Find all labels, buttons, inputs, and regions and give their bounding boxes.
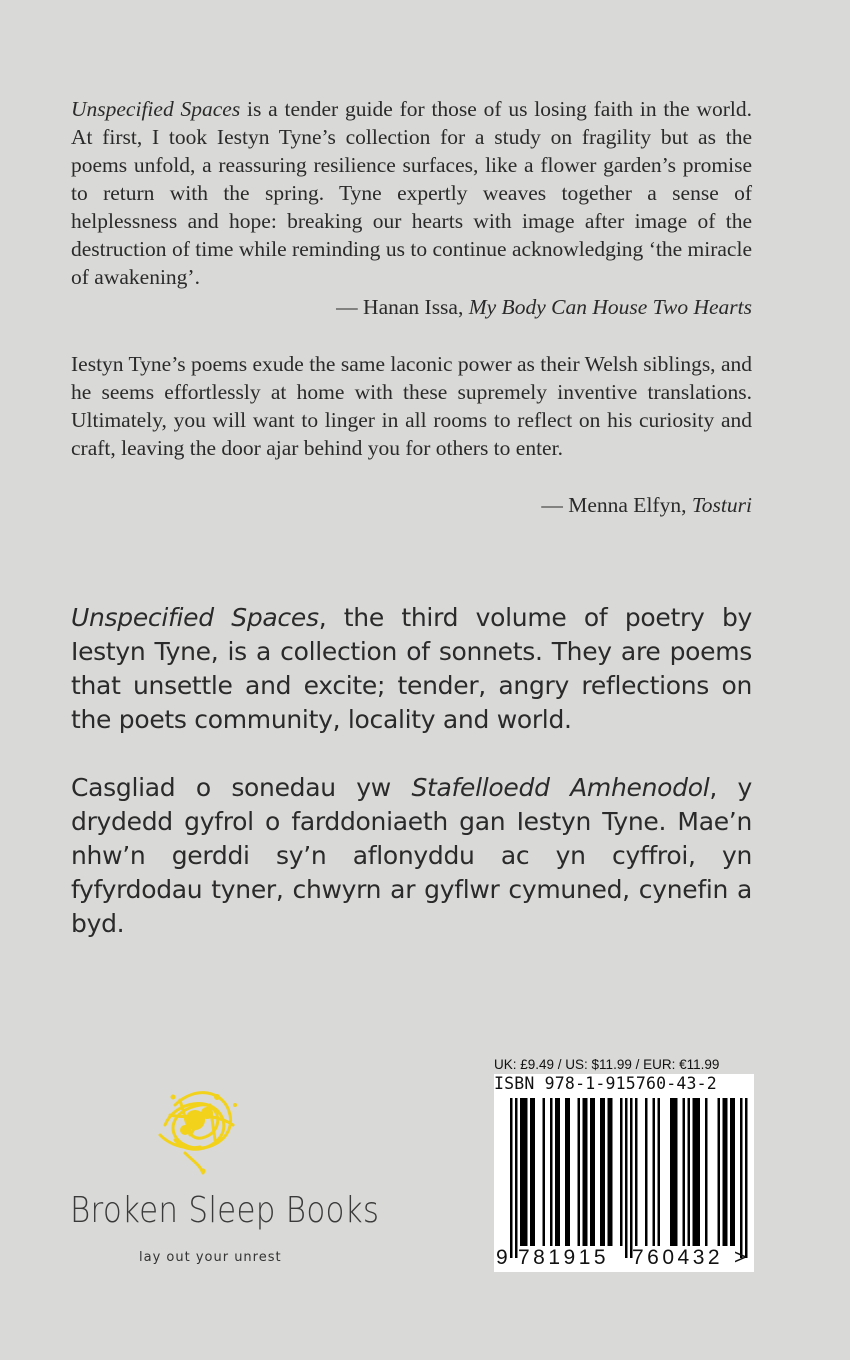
barcode-bar bbox=[610, 1098, 613, 1246]
barcode-bar bbox=[620, 1098, 623, 1246]
barcode-bar bbox=[705, 1098, 708, 1246]
barcode-bar bbox=[733, 1098, 736, 1246]
description-text: Casgliad o sonedau yw Stafelloedd Amhenodol, y drydedd gyfrol o farddoniaeth gan Iestyn Tyne. Mae’n nhw’n gerddi sy’n aflonyddu ac yn cyffroi, yn fyfyrdodau tyner, chwyrn ar gyflwr cymuned, cynefin a byd. bbox=[71, 773, 752, 938]
barcode-bar bbox=[543, 1098, 546, 1246]
barcode-bar bbox=[723, 1098, 726, 1246]
barcode-bar bbox=[673, 1098, 676, 1246]
isbn-quiet-zone-marker: > bbox=[734, 1246, 747, 1269]
barcode-bar bbox=[510, 1098, 513, 1258]
barcode-bar bbox=[675, 1098, 678, 1246]
isbn-digit-group-1: 781915 bbox=[518, 1246, 610, 1269]
barcode-bar bbox=[695, 1098, 698, 1246]
barcode-bar bbox=[590, 1098, 593, 1246]
barcode-bar bbox=[530, 1098, 533, 1246]
barcode-bar bbox=[625, 1098, 628, 1258]
barcode-bar bbox=[600, 1098, 603, 1246]
attribution-work: My Body Can House Two Hearts bbox=[468, 295, 752, 319]
barcode-bar bbox=[568, 1098, 571, 1246]
isbn-barcode bbox=[494, 1074, 754, 1272]
barcode-bar bbox=[555, 1098, 558, 1246]
publisher-tagline: lay out your unrest bbox=[139, 1250, 282, 1265]
barcode-bar bbox=[745, 1098, 748, 1258]
barcode-bar bbox=[515, 1098, 518, 1258]
barcode-bar bbox=[718, 1098, 721, 1246]
isbn-digit-group-2: 760432 bbox=[632, 1246, 724, 1269]
price-label: UK: £9.49 / US: $11.99 / EUR: €11.99 bbox=[494, 1057, 720, 1072]
description-text: Unspecified Spaces, the third volume of poetry by Iestyn Tyne, is a collection of sonnets. They are poems that unsettle and excite; tender, angry reflections on the poets community, locality and world. bbox=[71, 603, 753, 734]
barcode-bar bbox=[635, 1098, 638, 1246]
barcode-bar bbox=[740, 1098, 743, 1258]
barcode-bar bbox=[630, 1098, 633, 1258]
barcode-bar bbox=[698, 1098, 701, 1246]
yellow-scribble-logo bbox=[145, 1075, 255, 1175]
review-text: Unspecified Spaces is a tender guide for those of us losing faith in the world. At first, I took Iestyn Tyne’s collection for a study on fragility but as the poems unfold, a reassuring resilience surfaces, like a flower garden’s promise to return with the spring. Tyne expertly weaves together a sense of helplessness and hope: breaking our hearts with image after image of the destruction of time while reminding us to continue acknowledging ‘the miracle of awakening’. bbox=[71, 97, 752, 289]
barcode-bar bbox=[658, 1098, 661, 1246]
isbn-digit-prefix: 9 bbox=[496, 1246, 508, 1269]
review-menna-elfyn bbox=[71, 350, 752, 462]
isbn-digits bbox=[494, 1246, 754, 1270]
book-title-welsh: Stafelloedd Amhenodol bbox=[411, 773, 710, 802]
barcode-bar bbox=[693, 1098, 696, 1246]
barcode-bar bbox=[565, 1098, 568, 1246]
barcode-bar bbox=[533, 1098, 536, 1246]
barcode-bar bbox=[683, 1098, 686, 1246]
barcode-bar bbox=[725, 1098, 728, 1246]
barcode-bar bbox=[578, 1098, 581, 1246]
review-attribution-hanan-issa: — Hanan Issa, My Body Can House Two Hearts bbox=[336, 295, 752, 319]
barcode-bar bbox=[730, 1098, 733, 1246]
barcode-bar bbox=[645, 1098, 648, 1246]
review-text: Iestyn Tyne’s poems exude the same laconic power as their Welsh siblings, and he seems effortlessly at home with these supremely inventive translations. Ultimately, you will want to linger in all rooms to reflect on his curiosity and craft, leaving the door ajar behind you for others to enter. bbox=[71, 352, 752, 460]
barcode-bar bbox=[520, 1098, 523, 1246]
barcode-bars bbox=[494, 1098, 754, 1258]
isbn-label: ISBN 978-1-915760-43-2 bbox=[494, 1074, 717, 1093]
barcode-bar bbox=[583, 1098, 586, 1246]
barcode-bar bbox=[608, 1098, 611, 1246]
review-hanan-issa bbox=[71, 95, 752, 291]
barcode-bar bbox=[670, 1098, 673, 1246]
attribution-work: Tosturi bbox=[691, 493, 752, 517]
barcode-bar bbox=[525, 1098, 528, 1246]
book-title: Unspecified Spaces bbox=[71, 603, 319, 632]
publisher-name: Broken Sleep Books bbox=[70, 1190, 380, 1231]
barcode-bar bbox=[523, 1098, 526, 1246]
description-welsh bbox=[71, 771, 752, 941]
barcode-bar bbox=[585, 1098, 588, 1246]
barcode-bar bbox=[593, 1098, 596, 1246]
barcode-bar bbox=[688, 1098, 691, 1246]
barcode-bar bbox=[550, 1098, 553, 1246]
description-english bbox=[71, 601, 752, 737]
barcode-bar bbox=[603, 1098, 606, 1246]
barcode-bar bbox=[558, 1098, 561, 1246]
review-attribution-menna-elfyn: — Menna Elfyn, Tosturi bbox=[541, 493, 752, 517]
book-title: Unspecified Spaces bbox=[71, 97, 241, 121]
barcode-bar bbox=[653, 1098, 656, 1246]
